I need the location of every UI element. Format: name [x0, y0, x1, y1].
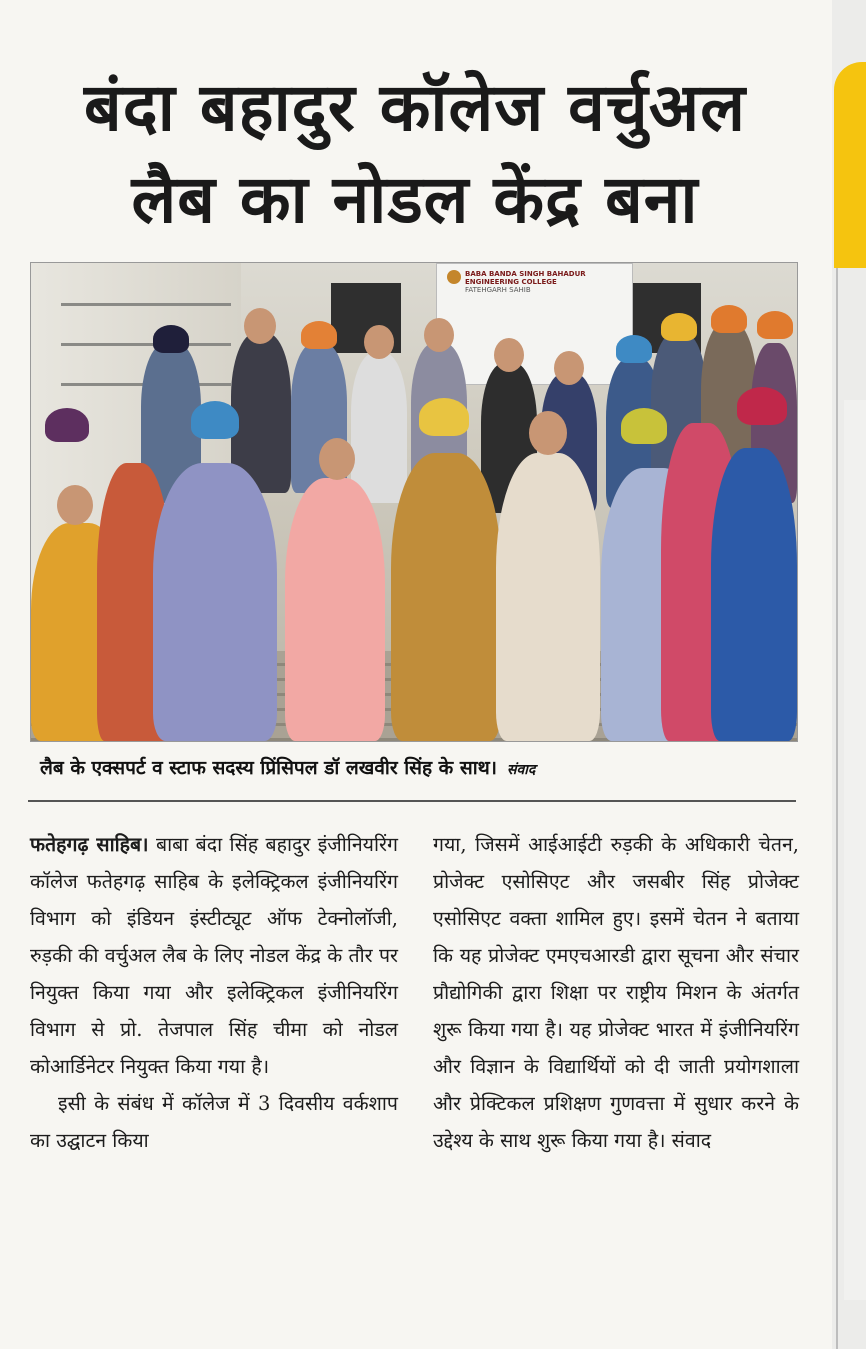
head — [554, 351, 584, 385]
turban — [616, 335, 652, 363]
college-banner — [436, 263, 633, 385]
banner-text: BABA BANDA SINGH BAHADUR ENGINEERING COLLEGE FATEHGARH SAHIB — [465, 270, 586, 294]
caption-credit: संवाद — [506, 762, 536, 778]
head — [57, 485, 93, 525]
turban — [153, 325, 189, 353]
headline-line-2: लैब का नोडल केंद्र बना — [131, 161, 699, 238]
photo-caption: लैब के एक्सपर्ट व स्टाफ सदस्य प्रिंसिपल डॉ लखवीर सिंह के साथ। संवाद — [40, 757, 536, 779]
person — [711, 448, 797, 741]
person — [153, 463, 277, 741]
turban — [757, 311, 793, 339]
turban — [661, 313, 697, 341]
headline-line-1: बंदा बहादुर कॉलेज वर्चुअल — [84, 69, 746, 146]
head — [529, 411, 567, 455]
article-column-right — [433, 826, 799, 1159]
photo-railing — [61, 343, 231, 346]
person — [285, 478, 385, 741]
college-logo — [447, 270, 461, 284]
turban — [711, 305, 747, 333]
person — [496, 453, 600, 741]
head — [364, 325, 394, 359]
person — [351, 353, 407, 503]
turban — [45, 408, 89, 442]
turban — [301, 321, 337, 349]
article-column-left — [30, 826, 398, 1159]
head — [494, 338, 524, 372]
headline — [20, 62, 810, 246]
turban — [621, 408, 667, 444]
head — [319, 438, 355, 480]
turban — [737, 387, 787, 425]
dateline: फतेहगढ़ साहिब। — [30, 833, 149, 856]
end-credit: संवाद — [671, 1129, 712, 1152]
person — [391, 453, 501, 741]
yellow-accent-block — [834, 62, 866, 268]
page-edge-line — [836, 268, 838, 1349]
head — [244, 308, 276, 344]
photo-railing — [61, 303, 231, 306]
head — [424, 318, 454, 352]
paragraph: गया, जिसमें आईआईटी रुड़की के अधिकारी चेतन, प्रोजेक्ट एसोसिएट और जसबीर सिंह प्रोजेक्ट एसोसिएट वक्ता शामिल हुए। इसमें चेतन ने बताया कि यह प्रोजेक्ट एमएचआरडी द्वारा सूचना और संचार प्रौद्योगिकी द्वारा शिक्षा पर राष्ट्रीय मिशन के अंतर्गत शुरू किया गया है। यह प्रोजेक्ट भारत में इंजीनियरिंग और विज्ञान के विद्यार्थियों को दी जाती प्रयोगशाला और प्रेक्टिकल प्रशिक्षण गुणवत्ता में सुधार करने के उद्देश्य के साथ शुरू किया गया है। संवाद — [433, 833, 799, 1152]
paragraph: फतेहगढ़ साहिब। बाबा बंदा सिंह बहादुर इंजीनियरिंग कॉलेज फतेहगढ़ साहिब के इलेक्ट्रिकल इंजीनियरिंग विभाग को इंडियन इंस्टीट्यूट ऑफ टेक्नोलॉजी, रुड़की की वर्चुअल लैब के लिए नोडल केंद्र के तौर पर नियुक्त किया गया और इलेक्ट्रिकल इंजीनियरिंग विभाग से प्रो. तेजपाल सिंह चीमा को नोडल कोआर्डिनेटर नियुक्त किया गया है। — [30, 833, 398, 1078]
adjacent-page-edge — [832, 0, 866, 1349]
turban — [191, 401, 239, 439]
paragraph: इसी के संबंध में कॉलेज में 3 दिवसीय वर्कशाप का उद्घाटन किया — [30, 1092, 398, 1152]
group-photo — [30, 262, 798, 742]
divider — [28, 800, 796, 802]
page-edge-stripe — [844, 400, 866, 1300]
turban — [419, 398, 469, 436]
